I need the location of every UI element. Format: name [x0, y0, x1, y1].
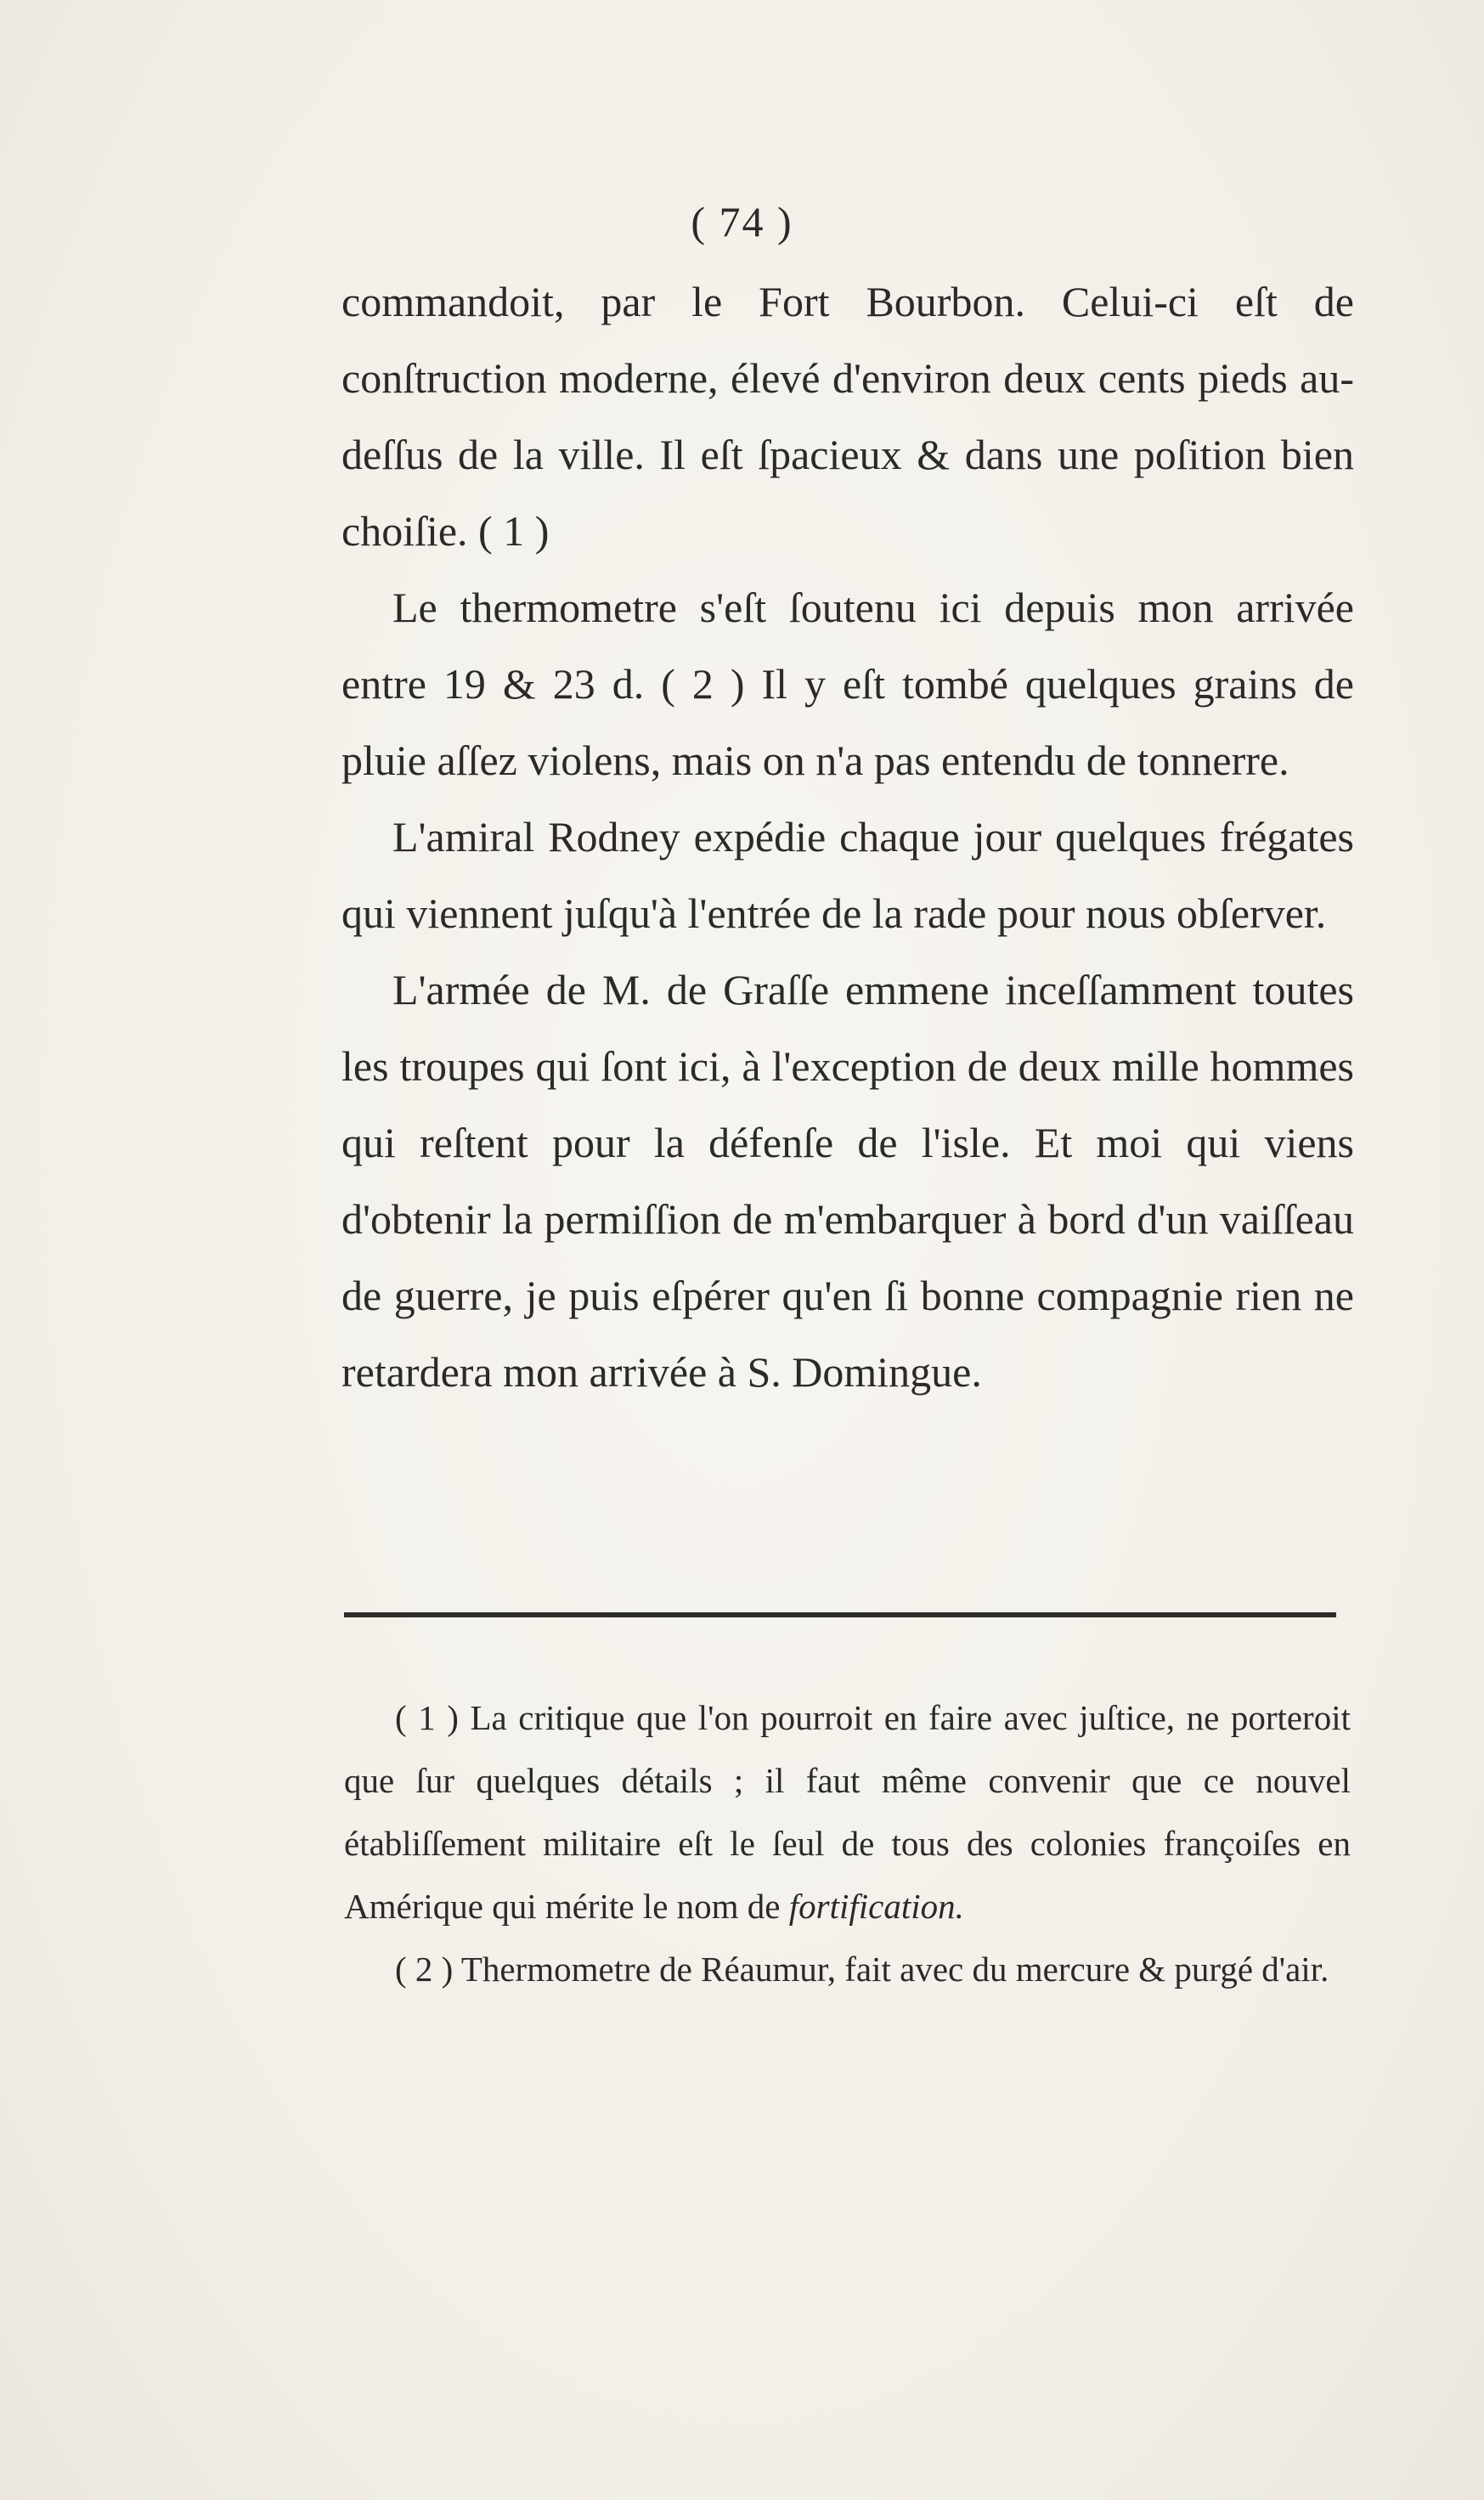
page-number-header: ( 74 ) — [691, 198, 793, 245]
footnote-1-text: ( 1 ) La critique que l'on pourroit en faire avec juſtice, ne porteroit que ſur quelques détails ; il faut même convenir que ce nouvel établiſſement militaire eſt le ſeul de tous des colonies françoiſes en Amérique qui mérite le nom de — [344, 1698, 1351, 1926]
footnote-1 — [344, 1686, 1351, 1938]
paragraph-army-de-grasse: L'armée de M. de Graſſe emmene inceſſamment toutes les troupes qui ſont ici, à l'exception de deux mille hommes qui reſtent pour la défenſe de l'isle. Et moi qui viens d'obtenir la permiſſion de m'embarquer à bord d'un vaiſſeau de guerre, je puis eſpérer qu'en ſi bonne compagnie rien ne retardera mon arrivée à S. Domingue. — [341, 966, 1354, 1396]
main-text-block — [341, 263, 1354, 1410]
paragraph-admiral-rodney: L'amiral Rodney expédie chaque jour quelques frégates qui viennent juſqu'à l'entrée de la rade pour nous obſerver. — [341, 813, 1354, 937]
footnote-separator-rule — [344, 1612, 1336, 1617]
paragraph-thermometer: Le thermometre s'eſt ſoutenu ici depuis mon arrivée entre 19 & 23 d. ( 2 ) Il y eſt tombé quelques grains de pluie aſſez violens, mais on n'a pas entendu de tonnerre. — [341, 584, 1354, 784]
footnote-2: ( 2 ) Thermometre de Réaumur, fait avec du mercure & purgé d'air. — [395, 1950, 1329, 1989]
footnote-1-italic-word: fortification. — [788, 1887, 964, 1926]
footnotes-block — [344, 1686, 1351, 2001]
paragraph-fort-bourbon: commandoit, par le Fort Bourbon. Celui-ci eſt de conſtruction moderne, élevé d'environ deux cents pieds au-deſſus de la ville. Il eſt ſpacieux & dans une poſition bien choiſie. ( 1 ) — [341, 278, 1354, 555]
